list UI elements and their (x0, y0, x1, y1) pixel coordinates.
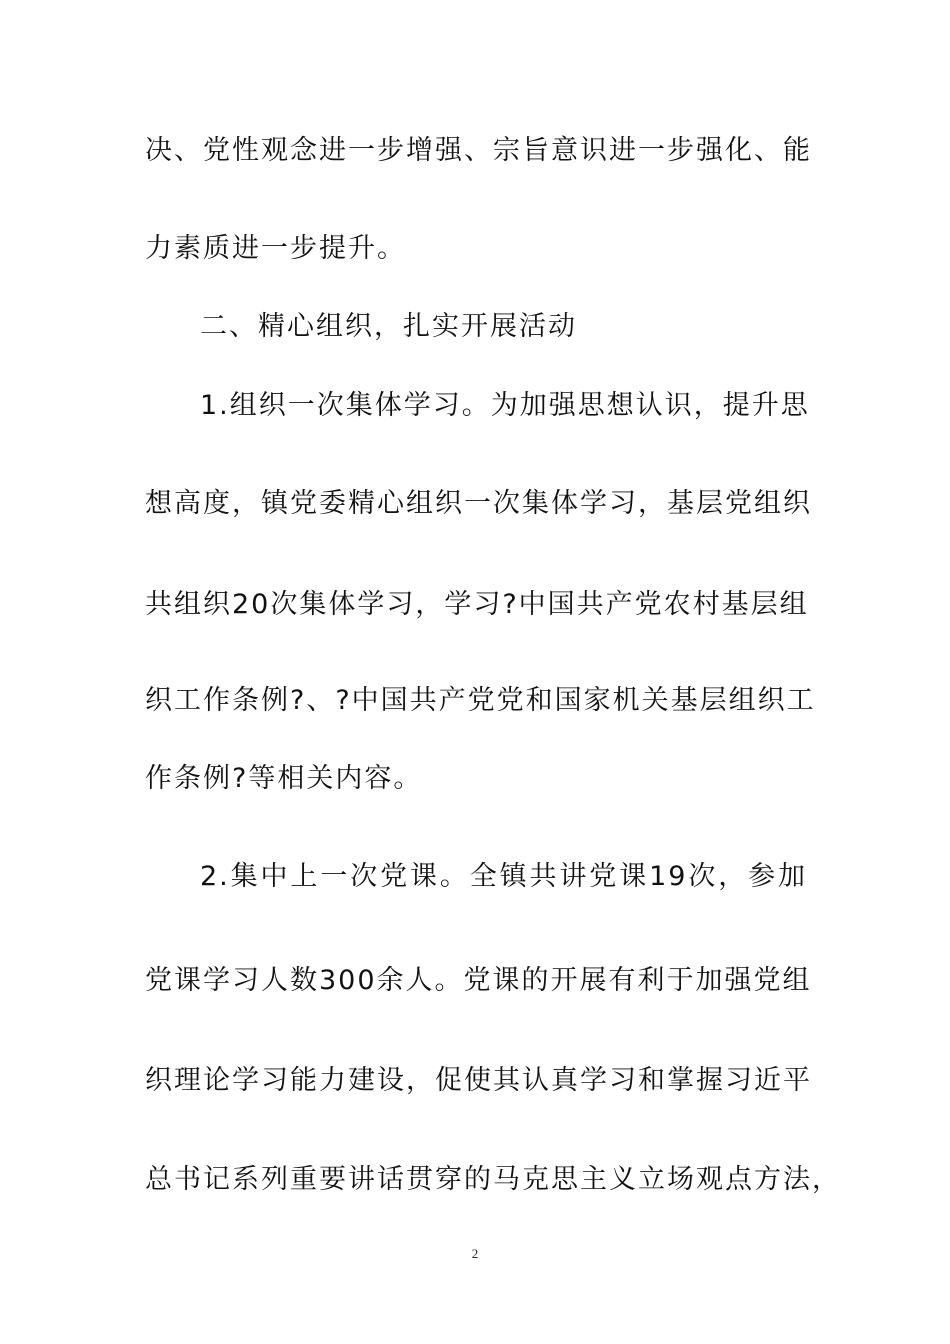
text-line: 决、党性观念进一步增强、宗旨意识进一步强化、能 (145, 135, 812, 166)
text-line: 党课学习人数300余人。党课的开展有利于加强党组 (145, 965, 812, 996)
text-line: 1.组织一次集体学习。为加强思想认识，提升思 (200, 390, 810, 421)
text-line: 2.集中上一次党课。全镇共讲党课19次，参加 (200, 861, 807, 892)
text-line: 总书记系列重要讲话贯穿的马克思主义立场观点方法， (145, 1164, 841, 1195)
text-line: 共组织20次集体学习，学习?中国共产党农村基层组 (145, 589, 809, 620)
section-heading: 二、精心组织，扎实开展活动 (200, 311, 577, 342)
text-line: 想高度，镇党委精心组织一次集体学习，基层党组织 (145, 488, 812, 519)
text-line: 力素质进一步提升。 (145, 233, 406, 264)
text-line: 织工作条例?、?中国共产党党和国家机关基层组织工 (145, 685, 816, 716)
text-line: 织理论学习能力建设，促使其认真学习和掌握习近平 (145, 1065, 812, 1096)
page-number: 2 (471, 1246, 479, 1261)
text-line: 作条例?等相关内容。 (145, 763, 423, 794)
